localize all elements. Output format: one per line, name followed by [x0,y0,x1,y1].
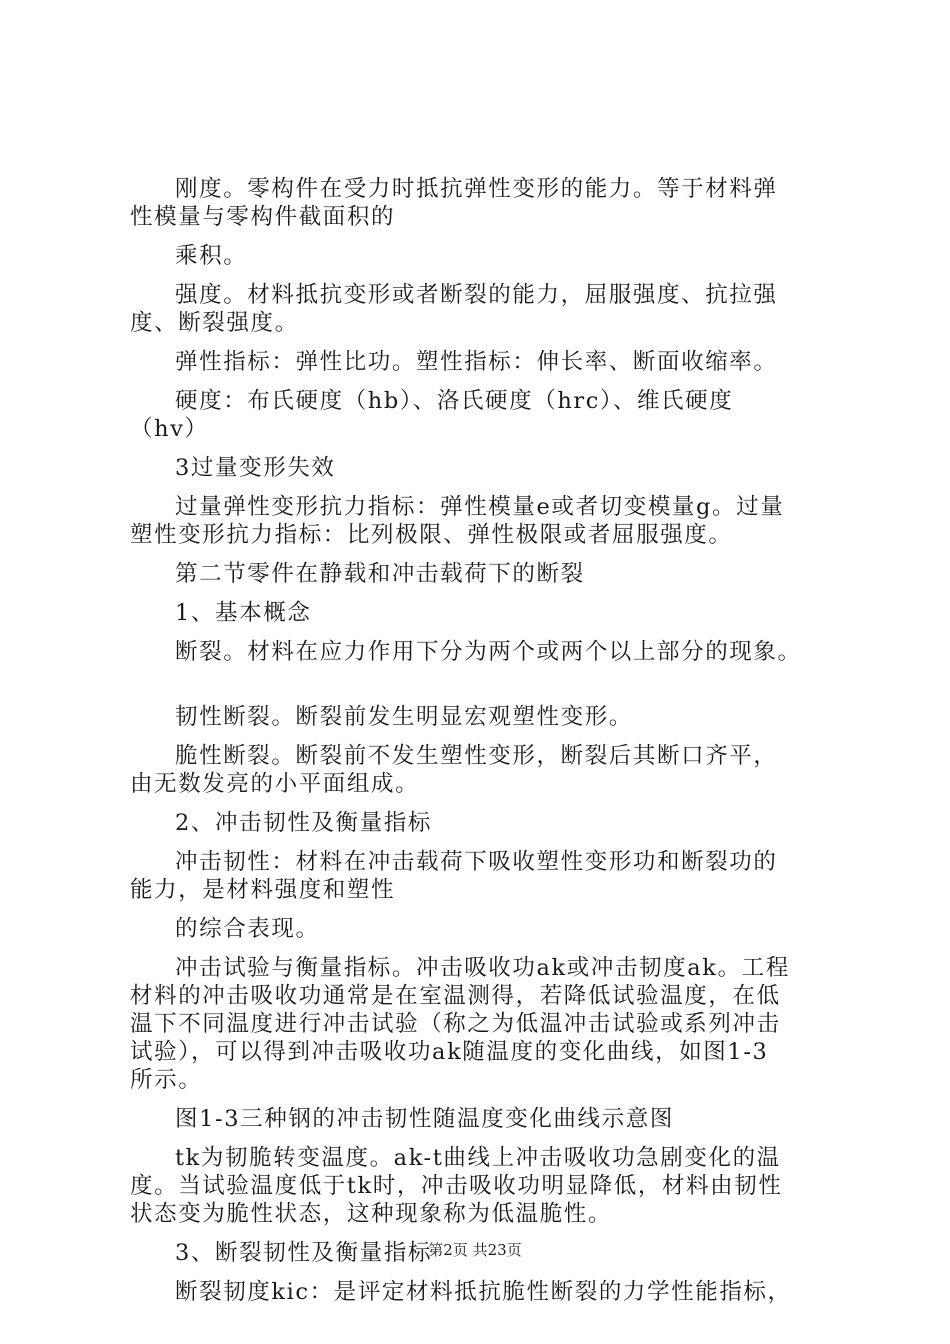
paragraph [130,1105,840,1133]
paragraph-line: 过量弹性变形抗力指标：弹性模量e或者切变模量g。过量 [175,494,785,520]
paragraph-gap [130,677,840,703]
paragraph-line: 1、基本概念 [175,600,312,626]
paragraph-line: 度、断裂强度。 [130,310,299,336]
paragraph-line: 图1-3三种钢的冲击韧性随温度变化曲线示意图 [175,1106,674,1132]
paragraph-line: 第二节零件在静载和冲击载荷下的断裂 [175,561,585,587]
paragraph-line: 刚度。零构件在受力时抵抗弹性变形的能力。等于材料弹 [175,176,778,202]
paragraph-line: 弹性指标：弹性比功。塑性指标：伸长率、断面收缩率。 [175,349,778,375]
document-body [130,175,840,1317]
paragraph [130,848,840,904]
paragraph [130,348,840,376]
paragraph-line: 性模量与零构件截面积的 [130,204,396,230]
paragraph [130,387,840,443]
paragraph [130,703,840,731]
paragraph [130,281,840,337]
paragraph-line: 冲击试验与衡量指标。冲击吸收功ak或冲击韧度ak。工程 [175,955,790,981]
paragraph-line: 温下不同温度进行冲击试验（称之为低温冲击试验或系列冲击 [130,1011,781,1037]
paragraph [130,954,840,1094]
paragraph-line: 脆性断裂。断裂前不发生塑性变形，断裂后其断口齐平， [175,743,778,769]
paragraph [130,638,840,666]
paragraph-line: 材料的冲击吸收功通常是在室温测得，若降低试验温度，在低 [130,983,781,1009]
paragraph-line: 3过量变形失效 [175,455,336,481]
paragraph-line: 硬度：布氏硬度（hb）、洛氏硬度（hrc）、维氏硬度 [175,388,734,414]
paragraph-line: 2、冲击韧性及衡量指标 [175,810,432,836]
paragraph [130,242,840,270]
paragraph-line: 乘积。 [175,243,248,269]
paragraph-line: 的综合表现。 [175,916,320,942]
paragraph-line: 冲击韧性：材料在冲击载荷下吸收塑性变形功和断裂功的 [175,849,778,875]
paragraph-line: 由无数发亮的小平面组成。 [130,771,420,797]
page-footer: 第2页 共23页 [428,1241,522,1259]
paragraph [130,1144,840,1228]
paragraph-line: 能力，是材料强度和塑性 [130,877,396,903]
paragraph [130,742,840,798]
paragraph [130,599,840,627]
paragraph-line: 断裂。材料在应力作用下分为两个或两个以上部分的现象。 [175,639,802,665]
paragraph-line: 试验），可以得到冲击吸收功ak随温度的变化曲线，如图1-3 [130,1039,769,1065]
paragraph-line: 塑性变形抗力指标：比列极限、弹性极限或者屈服强度。 [130,522,733,548]
paragraph-line: （hv） [130,416,209,442]
paragraph-line: tk为韧脆转变温度。ak-t曲线上冲击吸收功急剧变化的温 [175,1145,781,1171]
paragraph-line: 韧性断裂。断裂前发生明显宏观塑性变形。 [175,704,633,730]
paragraph [130,915,840,943]
paragraph-line: 3、断裂韧性及衡量指标 [175,1240,432,1266]
paragraph-line: 所示。 [130,1067,203,1093]
paragraph [130,454,840,482]
paragraph [130,809,840,837]
paragraph [130,175,840,231]
paragraph-line: 状态变为脆性状态，这种现象称为低温脆性。 [130,1201,613,1227]
paragraph [130,493,840,549]
paragraph-line: 度。当试验温度低于tk时，冲击吸收功明显降低，材料由韧性 [130,1173,783,1199]
paragraph [130,560,840,588]
paragraph-line: 断裂韧度kic：是评定材料抵抗脆性断裂的力学性能指标， [175,1279,792,1305]
paragraph-line: 强度。材料抵抗变形或者断裂的能力，屈服强度、抗拉强 [175,282,778,308]
paragraph [130,1278,840,1306]
